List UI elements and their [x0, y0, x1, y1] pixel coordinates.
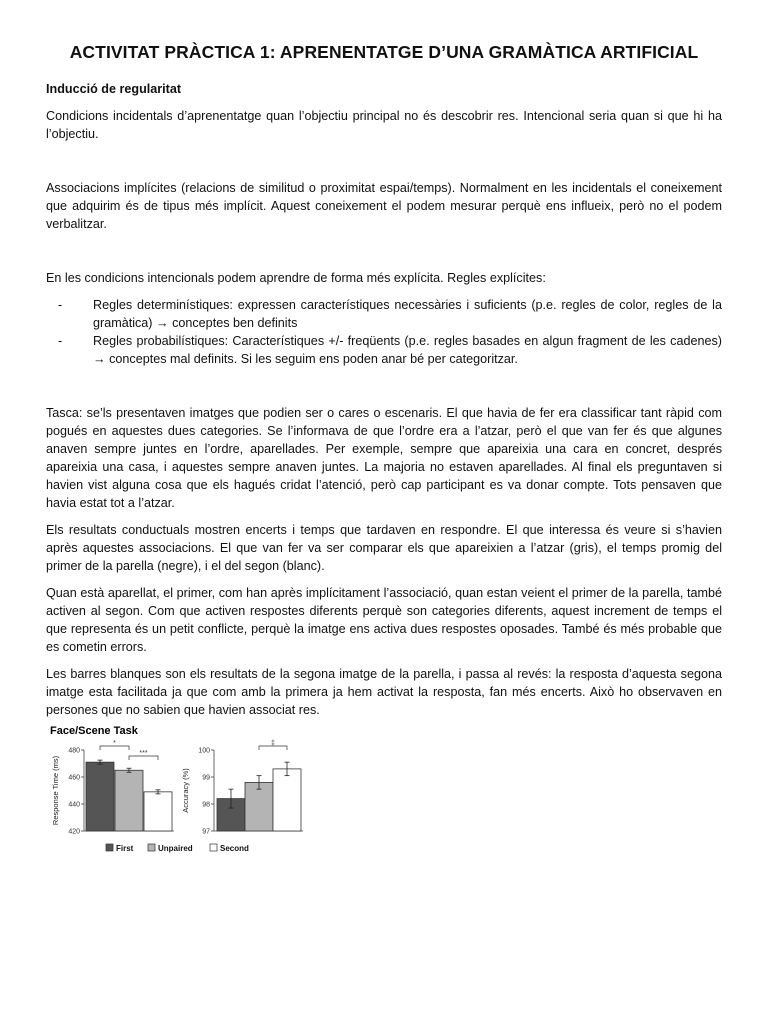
chart1-ytick-label: 440 — [68, 801, 80, 809]
legend-swatch-first — [106, 844, 113, 851]
chart2-bar-second — [273, 769, 301, 831]
chart1-bar-unpaired — [115, 770, 143, 831]
paragraph-4: Tasca: se’ls presentaven imatges que podien ser o cares o escenaris. El que havia de fer era classificar tant ràpid com pogués en aquestes dues categories. Se l’informava de que l’ordre era a l’atzar, però el que van fer és que algunes anaven sempre juntes en l’ordre, aparellades. Per exemple, sempre que apareixia una cara en concret, després apareixia una casa, i aquestes sempre anaven juntes. La majoria no estaven aparellades. Al final els preguntaven si havien vist alguna cosa que els hagués cridat l’atenció, però cap participant es va donar compte. Tots pensaven que havia estat tot a l’atzar. — [46, 406, 722, 510]
paragraph-3: En les condicions intencionals podem aprendre de forma més explícita. Regles explícites: — [46, 271, 546, 285]
legend-label-first: First — [116, 844, 134, 853]
chart1-ytick-label: 480 — [68, 747, 80, 755]
chart-title: Face/Scene Task — [50, 725, 138, 737]
chart1-ytick-label: 460 — [68, 774, 80, 782]
rule-item-deterministic: - Regles determinístiques: expressen característiques necessàries i suficients (p.e. regles de color, regles de la gramàtica) → conceptes ben definits — [46, 296, 722, 332]
legend-label-unpaired: Unpaired — [158, 844, 193, 853]
paragraph-2: Associacions implícites (relacions de similitud o proximitat espai/temps). Normalment en les incidentals el coneixement que adquirim és de tipus més implícit. Aquest coneixement el podem mesurar perquè ens influeix, però no el podem verbalitzar. — [46, 181, 722, 231]
chart2-ytick-label: 97 — [202, 828, 210, 836]
chart1-sig-label: * — [113, 740, 116, 747]
chart1-y-axis-label: Response Time (ms) — [51, 755, 60, 826]
document-body — [46, 80, 722, 719]
chart1-ytick-label: 420 — [68, 828, 80, 836]
chart1-bar-first — [86, 762, 114, 831]
chart2-bar-unpaired — [245, 782, 273, 831]
chart2-ytick-label: 99 — [202, 774, 210, 782]
face-scene-chart — [48, 722, 318, 862]
legend-swatch-second — [210, 844, 217, 851]
legend-label-second: Second — [220, 844, 249, 853]
rules-list — [46, 296, 722, 368]
paragraph-7: Les barres blanques son els resultats de la segona imatge de la parella, i passa al revés: la resposta d’aquesta segona imatge esta facilitada ja que com amb la primera ja hem activat la resposta, fan més encerts. Això ho observaven en persones que no sabien que havien associat res. — [46, 667, 722, 717]
chart2-y-axis-label: Accuracy (%) — [181, 768, 190, 813]
chart2-ytick-label: 98 — [202, 801, 210, 809]
section-subheading: Inducció de regularitat — [46, 82, 182, 96]
chart2-sig-label: ‡ — [271, 740, 275, 747]
chart1-sig-label: *** — [139, 750, 148, 757]
paragraph-5: Els resultats conductuals mostren encerts i temps que tardaven en respondre. El que interessa és veure si s’havien après aquestes associacions. El que van fer va ser comparar els que apareixien a l’atzar (gris), el temps promig del primer de la parella (negre), i el del segon (blanc). — [46, 523, 722, 573]
face-scene-figure — [48, 722, 318, 862]
legend-swatch-unpaired — [148, 844, 155, 851]
chart1-bar-second — [144, 792, 172, 831]
paragraph-6: Quan està aparellat, el primer, com han après implícitament l’associació, quan estan veient el primer de la parella, també activen al segon. Com que activen respostes diferents perquè son categories diferents, aquest increment de temps el que representa és un petit conflicte, perquè la imatge ens activa dues respostes oposades. També és més probable que es cometin errors. — [46, 586, 722, 654]
page-title: ACTIVITAT PRÀCTICA 1: APRENENTATGE D’UNA GRAMÀTICA ARTIFICIAL — [69, 42, 699, 62]
chart2-ytick-label: 100 — [198, 747, 210, 755]
rule-item-probabilistic: - Regles probabilístiques: Característiques +/- freqüents (p.e. regles basades en algun fragment de les cadenes) → conceptes mal definits. Si les seguim ens poden anar bé per categoritzar. — [46, 332, 722, 368]
paragraph-1: Condicions incidentals d’aprenentatge quan l’objectiu principal no és descobrir res. Intencional seria quan si que hi ha l’objectiu. — [46, 109, 722, 141]
